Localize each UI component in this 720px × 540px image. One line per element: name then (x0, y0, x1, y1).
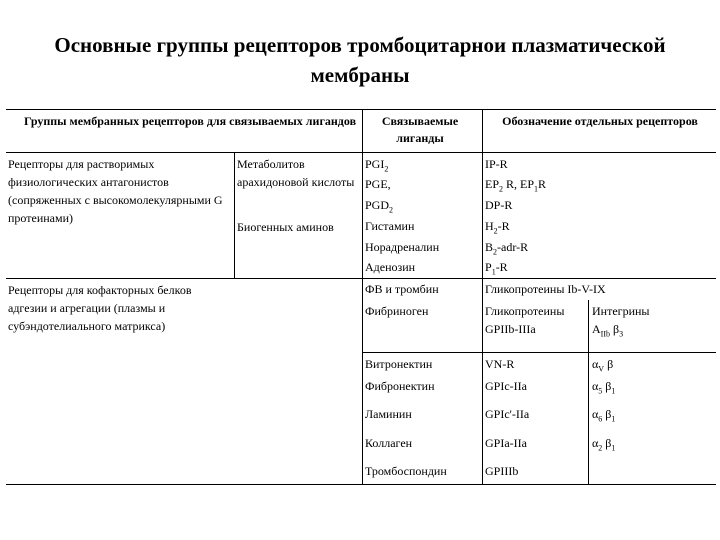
page-title: Основные группы рецепторов тромбоцитарнои плазматической мембраны (54, 33, 666, 87)
ligand-histamine: Гистамин (365, 219, 415, 233)
col-rule-integrins (588, 300, 589, 484)
col-rule-subgroups (234, 152, 235, 278)
integrin-a5-b1: $\alpha_5$ $\beta_1$ (592, 379, 616, 396)
group1-sub-metabolites: Метаболитов арахидоновой кислоты (237, 157, 355, 189)
row-divider-rule (362, 352, 716, 353)
receptor-b2-adr: $B_2-adr-R$ (485, 240, 529, 257)
group1-sub-amines: Биогенных аминов (237, 220, 334, 234)
receptor-vn-r: VN-R (485, 357, 515, 371)
ligand-thrombospondin: Тромбоспондин (365, 464, 447, 478)
receptor-h2: $H_2-R$ (485, 219, 510, 236)
receptor-gpiib-iiia: GPIIb-IIIa (485, 322, 536, 336)
header-groups: Группы мембранных рецепторов для связываемых лигандов (23, 114, 357, 128)
receptor-dp: DP-R (485, 198, 513, 212)
integrin-a2-b1: $\alpha_2$ $\beta_1$ (592, 436, 616, 453)
header-ligands: Связываемые лиганды (381, 114, 459, 145)
ligand-fibronectin: Фибронектин (365, 379, 435, 393)
ligand-adenosine: Аденозин (365, 260, 416, 274)
ligand-collagen: Коллаген (365, 436, 413, 450)
ligand-pgd2: $PGD_2$ (365, 198, 394, 215)
receptor-ip: IP-R (485, 157, 508, 171)
group2-label: Рецепторы для кофакторных белков адгезии и агрегации (плазмы и субэндотелиального матрикса) (8, 283, 192, 333)
table-top-rule (6, 109, 716, 110)
receptor-gpic-iia: GPIc-IIa (485, 379, 527, 393)
col-rule-ligands (362, 109, 363, 484)
integrin-a6-b1: $\alpha_6$ $\beta_1$ (592, 407, 616, 424)
receptor-gpiiib: GPIIIb (485, 464, 519, 478)
integrin-aiib-b3: $A_{IIb}$ $\beta_3$ (592, 322, 624, 339)
ligand-laminin: Ламинин (365, 407, 412, 421)
group1-label: Рецепторы для растворимых физиологических антагонистов (сопряженных с высокомолекулярными G протеинами) (8, 157, 223, 225)
ligand-noradrenaline: Норадреналин (365, 240, 440, 254)
group-divider-rule (6, 278, 716, 279)
ligand-vitronectin: Витронектин (365, 357, 433, 371)
receptor-p1: $P_1-R$ (485, 260, 508, 277)
receptor-gpic-prime-iia: GPIc'-IIa (485, 407, 530, 421)
ligand-pge: PGE, (365, 177, 391, 191)
col-rule-receptors (482, 109, 483, 484)
ligand-pgi2: $PGI_2$ (365, 157, 389, 174)
receptor-gpia-iia: GPIa-IIa (485, 436, 527, 450)
receptor-integrins-label: Интегрины (592, 304, 650, 318)
receptor-ep: $EP_2$ R, $EP_1R$ (485, 177, 547, 194)
ligand-fibrinogen: Фибриноген (365, 304, 429, 318)
header-receptors: Обозначение отдельных рецепторов (502, 114, 698, 128)
ligand-vwf-thrombin: ФВ и тромбин (365, 282, 439, 296)
table-bottom-rule (6, 484, 716, 485)
header-bottom-rule (6, 152, 716, 153)
integrin-av-b: $\alpha_V$ β (592, 357, 614, 374)
receptor-gp-ib-v-ix: Гликопротеины Ib-V-IX (485, 282, 606, 296)
receptor-glycoproteins-label: Гликопротеины (485, 304, 565, 318)
